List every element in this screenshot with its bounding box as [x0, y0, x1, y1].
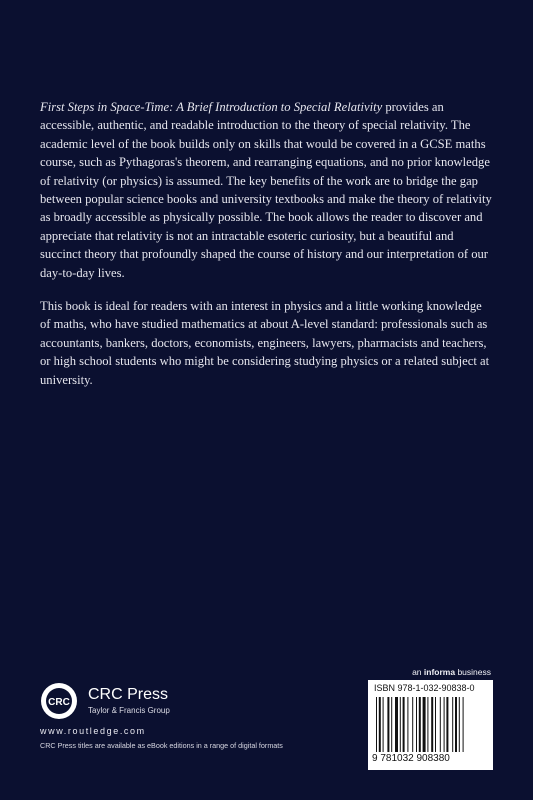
publisher-url: www.routledge.com [40, 726, 146, 736]
barcode-bar [427, 697, 428, 752]
blurb-paragraph-2: This book is ideal for readers with an interest in physics and a little working knowledge of maths, who have studied mathematics at about A-level standard: professionals such as accountants, bankers, doctors, economists, engineers, lawyers, pharmacists and teachers, or high school students who might be considering studying physics or a related subject at university. [40, 299, 490, 387]
informa-suffix: business [455, 667, 491, 677]
barcode-bar [431, 697, 433, 752]
barcode-bar [400, 697, 401, 752]
isbn-label: ISBN 978-1-032-90838-0 [374, 683, 475, 693]
barcode-bar [416, 697, 417, 752]
barcode-bar [440, 697, 441, 752]
barcode-bars-icon [374, 697, 487, 752]
informa-word: informa [423, 667, 456, 677]
blurb-paragraph-1 [40, 98, 495, 282]
barcode-bar [419, 697, 421, 752]
barcode-bar [459, 697, 460, 752]
barcode-bar [395, 697, 398, 752]
barcode-bar [423, 697, 426, 752]
barcode-bar [376, 697, 377, 752]
blurb-paragraph-1-body: provides an accessible, authentic, and readable introduction to the theory of special relativity. The academic level of the book builds only on skills that would be covered in a GCSE maths course, such as Pythagoras's theorem, and rearranging equations, and no prior knowledge of relativity (or physics) is assumed. The key benefits of the work are to bridge the gap between popular science books and university textbooks and make the theory of relativity as broadly accessible as physically possible. The book allows the reader to discover and appreciate that relativity is not an intractable esoteric curiosity, but a beautiful and succinct theory that profoundly shaped the course of history and our interpretation of our day-to-day lives. [40, 100, 492, 280]
barcode-bar [444, 697, 445, 752]
barcode-bar [391, 697, 392, 752]
crc-logo-text: CRC [48, 697, 70, 708]
informa-prefix: an [412, 667, 424, 677]
barcode-bar [455, 697, 457, 752]
barcode-bar [452, 697, 453, 752]
blurb-text [40, 98, 495, 404]
publisher-name: CRC Press [88, 686, 169, 703]
barcode-bar [412, 697, 413, 752]
barcode-bar [383, 697, 384, 752]
publisher-group: Taylor & Francis Group [88, 706, 170, 715]
barcode-bar [403, 697, 405, 752]
book-title: First Steps in Space-Time: A Brief Introduction to Special Relativity [40, 100, 383, 114]
informa-tagline [412, 667, 491, 677]
ebook-footnote: CRC Press titles are available as eBook editions in a range of digital formats [40, 741, 283, 750]
barcode-bar [379, 697, 381, 752]
barcode-bar [407, 697, 408, 752]
barcode-bar [463, 697, 464, 752]
barcode-bar [387, 697, 389, 752]
crc-logo-icon [40, 682, 78, 720]
isbn-digits: 9 781032 908380 [372, 753, 450, 764]
barcode-bar [446, 697, 448, 752]
isbn-barcode [368, 680, 493, 770]
barcode-bar [435, 697, 436, 752]
